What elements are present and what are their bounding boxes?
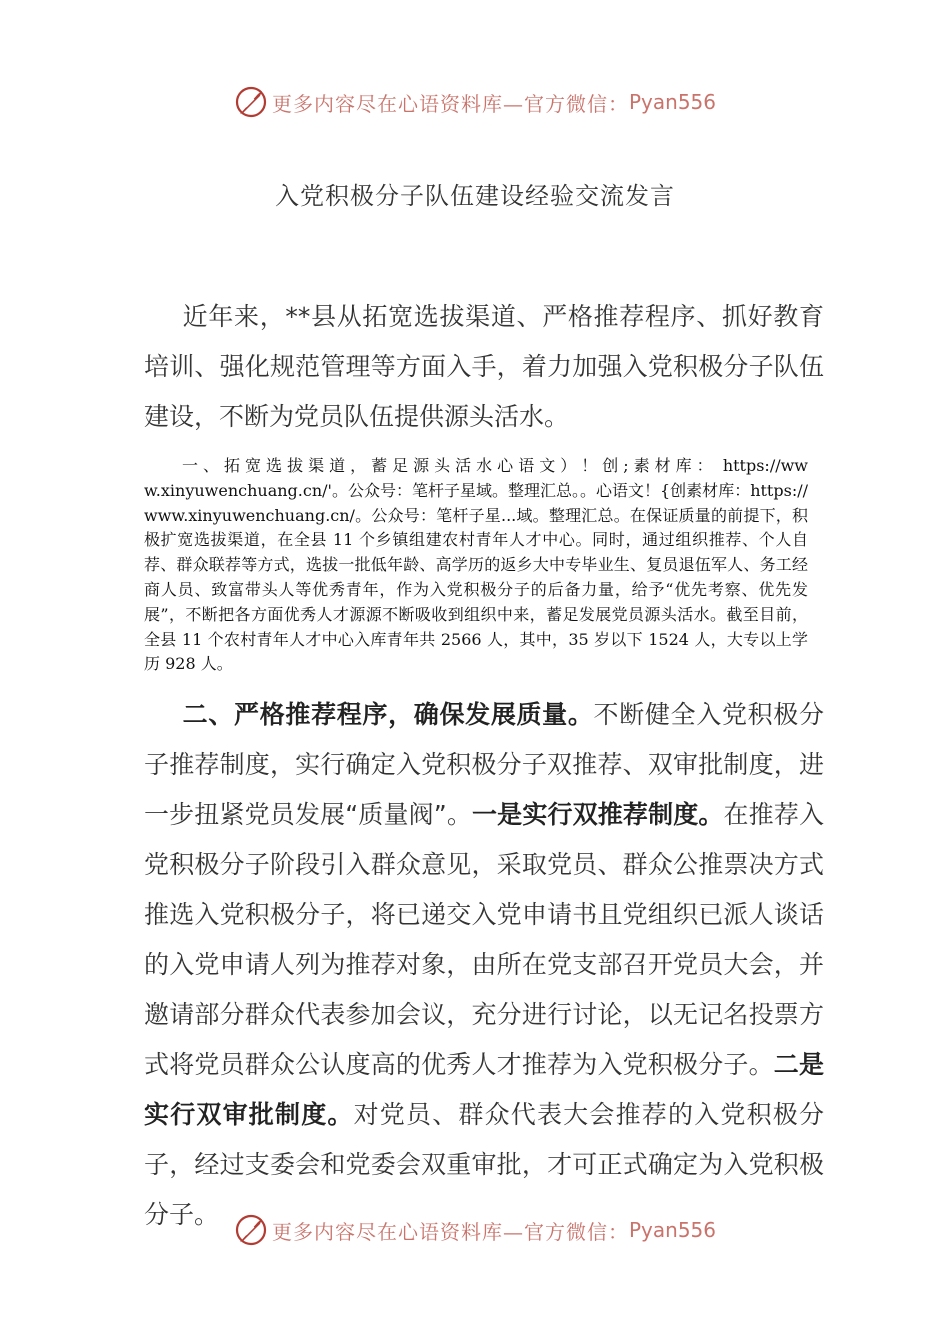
section2-sub2-heading: 二是实行双审批制度。 bbox=[144, 1050, 824, 1129]
intro-paragraph bbox=[144, 292, 824, 442]
header-banner bbox=[0, 80, 950, 124]
quill-pen-logo-icon bbox=[234, 85, 268, 119]
banner-text: 更多内容尽在心语资料库—官方微信： bbox=[271, 1219, 629, 1244]
section2-heading: 二、严格推荐程序，确保发展质量。 bbox=[182, 700, 594, 729]
wechat-id: Pyan556 bbox=[628, 1218, 716, 1242]
section1-paragraph bbox=[144, 454, 808, 677]
section1-heading: 一、拓宽选拔渠道，蓄足源头活水心语文）！创;素材库： bbox=[182, 456, 718, 475]
section1-body: https://www.xinyuwenchuang.cn/'。公众号：笔杆子星域。整理汇总。。心语文！{创素材库：https://www.xinyuwenchuang.cn/。公众号：笔杆子星...域。整理汇总。在保证质量的前提下，积极扩宽选拔渠道，在全县 11 个乡镇组建农村青年人才中心。同时，通过组织推荐、个人自荐、群众联荐等方式，选拔一批低年龄、高学历的返乡大中专毕业生、复员退伍军人、务工经商人员、致富带头人等优秀青年，作为入党积极分子的后备力量，给予“优先考察、优先发展”，不断把各方面优秀人才源源不断吸收到组织中来，蓄足发展党员源头活水。截至目前，全县 11 个农村青年人才中心入库青年共 2566 人，其中，35 岁以下 1524 人，大专以上学历 928 人。 bbox=[144, 456, 808, 674]
section2-sub1-heading: 一是实行双推荐制度。 bbox=[472, 800, 724, 829]
section2-text1: 不断健全入党积极分子推荐制度，实行确定入党积极分子双推荐、双审批制度，进一步扭紧党员发展“质量阀”。 bbox=[144, 700, 824, 829]
quill-pen-logo-icon bbox=[234, 1213, 268, 1247]
wechat-id: Pyan556 bbox=[628, 90, 716, 114]
banner-text: 更多内容尽在心语资料库—官方微信： bbox=[271, 91, 629, 116]
page-title: 入党积极分子队伍建设经验交流发言 bbox=[275, 182, 675, 210]
intro-text: 近年来，**县从拓宽选拔渠道、严格推荐程序、抓好教育培训、强化规范管理等方面入手，着力加强入党积极分子队伍建设，不断为党员队伍提供源头活水。 bbox=[144, 302, 824, 431]
footer-banner bbox=[0, 1208, 950, 1252]
section2-paragraph bbox=[144, 690, 824, 1240]
section2-text2: 在推荐入党积极分子阶段引入群众意见，采取党员、群众公推票决方式推选入党积极分子，将已递交入党申请书且党组织已派人谈话的入党申请人列为推荐对象，由所在党支部召开党员大会，并邀请部分群众代表参加会议，充分进行讨论，以无记名投票方式将党员群众公认度高的优秀人才推荐为入党积极分子。 bbox=[144, 800, 824, 1079]
section2-text3: 对党员、群众代表大会推荐的入党积极分子，经过支委会和党委会双重审批，才可正式确定为入党积极分子。 bbox=[144, 1100, 824, 1229]
